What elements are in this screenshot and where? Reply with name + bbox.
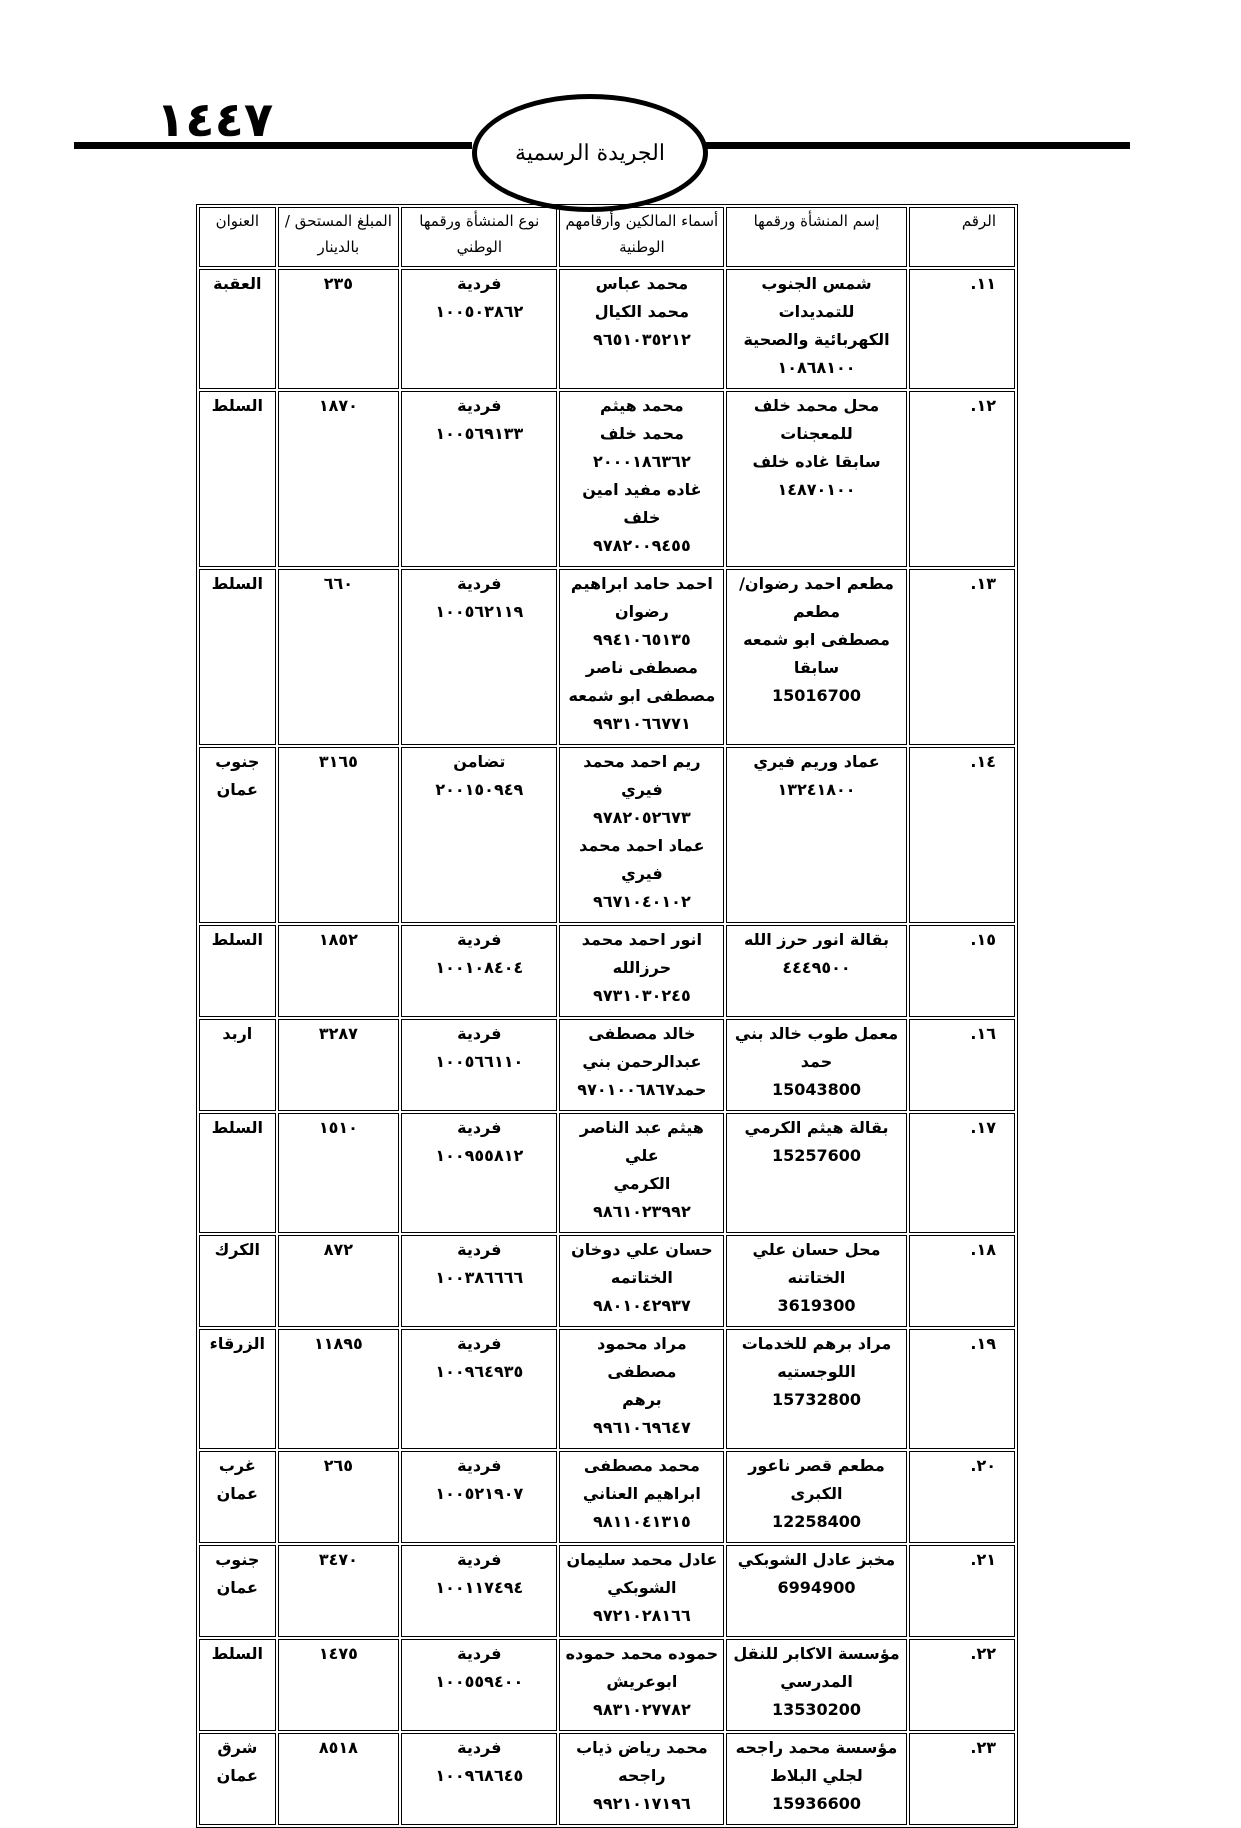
table-row	[199, 1019, 1015, 1111]
table-row	[199, 1639, 1015, 1731]
cell-establishment	[726, 1113, 906, 1233]
cell-amount: ٨٧٢	[278, 1235, 400, 1327]
cell-owners-line: ٩٨١١٠٤١٣١٥	[593, 1512, 691, 1531]
cell-type	[401, 1545, 557, 1637]
cell-address-line: السلط	[211, 1644, 264, 1663]
cell-establishment-line: اللوجستيه	[777, 1362, 856, 1381]
cell-owners-line: ٩٨٦١٠٢٣٩٩٢	[593, 1202, 691, 1221]
cell-number: ٢٢.	[909, 1639, 1015, 1731]
cell-type-line: تضامن	[453, 752, 506, 771]
cell-address-line: جنوب	[215, 752, 260, 771]
cell-owners-line: مصطفى ابو شمعه	[568, 686, 716, 705]
cell-establishment-line: مطعم قصر ناعور الكبرى	[748, 1456, 885, 1503]
cell-type-line: فردية	[457, 274, 502, 293]
cell-owners-line: احمد حامد ابراهيم	[570, 574, 713, 593]
cell-establishment-line: ١٠٨٦٨١٠٠	[777, 358, 856, 377]
cell-establishment	[726, 925, 906, 1017]
cell-establishment-line: مصطفى ابو شمعه سابقا	[743, 630, 890, 677]
cell-type-line: ١٠٠٥٦٢١١٩	[435, 602, 524, 621]
header-amount: المبلغ المستحق /بالدينار	[278, 207, 400, 267]
cell-establishment	[726, 391, 906, 567]
cell-number: ١٦.	[909, 1019, 1015, 1111]
cell-owners-line: محمد مصطفى	[583, 1456, 700, 1475]
cell-establishment-line: مؤسسة الاكابر للنقل	[733, 1644, 900, 1663]
cell-establishment	[726, 269, 906, 389]
cell-owners-line: ابراهيم العناني	[582, 1484, 701, 1503]
cell-address	[199, 569, 276, 745]
cell-establishment-line: 15043800	[771, 1080, 862, 1099]
cell-owners	[559, 1113, 724, 1233]
cell-owners-line: ابوعريش	[606, 1672, 678, 1691]
cell-owners-line: عماد احمد محمد	[579, 836, 705, 855]
cell-address-line: شرق	[217, 1738, 258, 1757]
cell-number: ٢٠.	[909, 1451, 1015, 1543]
cell-number: ٢١.	[909, 1545, 1015, 1637]
cell-amount: ٣٢٨٧	[278, 1019, 400, 1111]
table-row	[199, 1545, 1015, 1637]
cell-type-line: فردية	[457, 1456, 502, 1475]
cell-address	[199, 269, 276, 389]
cell-address-line: السلط	[211, 1118, 264, 1137]
cell-owners-line: ٩٧٢١٠٢٨١٦٦	[593, 1606, 691, 1625]
cell-establishment-line: سابقا غاده خلف	[752, 452, 881, 471]
table-row	[199, 925, 1015, 1017]
cell-owners-line: ٩٦٥١٠٣٥٢١٢	[593, 330, 691, 349]
cell-establishment-line: 3619300	[777, 1296, 856, 1315]
cell-type-line: فردية	[457, 1024, 502, 1043]
cell-owners-line: مصطفى ناصر	[585, 658, 698, 677]
cell-establishment	[726, 1733, 906, 1825]
cell-establishment-line: 6994900	[777, 1578, 856, 1597]
cell-establishment-line: معمل طوب خالد بني حمد	[734, 1024, 899, 1071]
cell-owners-line: حموده محمد حموده	[565, 1644, 719, 1663]
cell-owners-line: ٩٩٢١٠١٧١٩٦	[593, 1794, 691, 1813]
cell-type-line: ١٠٠٥٦٦١١٠	[435, 1052, 524, 1071]
header-establishment: إسم المنشأة ورقمها	[726, 207, 906, 267]
cell-owners	[559, 1545, 724, 1637]
cell-owners-line: ٩٨٠١٠٤٢٩٣٧	[593, 1296, 691, 1315]
page-number: ١٤٤٧	[156, 92, 274, 148]
cell-type-line: ١٠٠٩٥٥٨١٢	[435, 1146, 524, 1165]
cell-type	[401, 925, 557, 1017]
cell-owners	[559, 1639, 724, 1731]
cell-type-line: فردية	[457, 1644, 502, 1663]
cell-establishment-line: محل محمد خلف للمعجنات	[753, 396, 880, 443]
cell-type-line: فردية	[457, 930, 502, 949]
cell-type	[401, 1019, 557, 1111]
cell-address	[199, 1235, 276, 1327]
cell-type-line: ١٠٠٥٥٩٤٠٠	[435, 1672, 524, 1691]
cell-type	[401, 1733, 557, 1825]
cell-amount: ١٤٧٥	[278, 1639, 400, 1731]
table-body	[199, 269, 1015, 1825]
cell-owners-line: عادل محمد سليمان	[566, 1550, 718, 1569]
cell-number: ١١.	[909, 269, 1015, 389]
cell-amount: ٨٥١٨	[278, 1733, 400, 1825]
cell-number: ١٤.	[909, 747, 1015, 923]
cell-owners-line: ٩٦٧١٠٤٠١٠٢	[593, 892, 691, 911]
cell-establishment	[726, 1329, 906, 1449]
cell-owners-line: راجحه	[618, 1766, 666, 1785]
cell-owners	[559, 1733, 724, 1825]
cell-establishment-line: ١٤٨٧٠١٠٠	[777, 480, 856, 499]
header-rule-right	[702, 142, 1130, 149]
cell-establishment-line: 13530200	[771, 1700, 862, 1719]
cell-address-line: جنوب	[215, 1550, 260, 1569]
establishments-table-container	[196, 204, 1018, 1828]
cell-owners-line: هيثم عبد الناصر علي	[579, 1118, 704, 1165]
cell-number: ٢٣.	[909, 1733, 1015, 1825]
cell-owners	[559, 569, 724, 745]
cell-establishment-line: 15732800	[771, 1390, 862, 1409]
cell-establishment-line: عماد وريم فيري	[753, 752, 880, 771]
cell-address-line: السلط	[211, 574, 264, 593]
table-row	[199, 1113, 1015, 1233]
cell-establishment	[726, 747, 906, 923]
header-type: نوع المنشأة ورقمها الوطني	[401, 207, 557, 267]
cell-owners	[559, 747, 724, 923]
cell-establishment-line: ١٣٢٤١٨٠٠	[777, 780, 856, 799]
cell-establishment-line: ٤٤٤٩٥٠٠	[782, 958, 851, 977]
cell-address-line: الكرك	[214, 1240, 261, 1259]
cell-owners	[559, 391, 724, 567]
cell-type	[401, 391, 557, 567]
cell-number: ١٣.	[909, 569, 1015, 745]
cell-address-line: الزرقاء	[209, 1334, 265, 1353]
cell-establishment	[726, 1235, 906, 1327]
cell-establishment-line: مخبز عادل الشوبكي	[737, 1550, 896, 1569]
cell-amount: ١٨٧٠	[278, 391, 400, 567]
cell-type-line: فردية	[457, 1550, 502, 1569]
cell-establishment	[726, 1451, 906, 1543]
cell-amount: ٢٣٥	[278, 269, 400, 389]
table-row	[199, 747, 1015, 923]
cell-amount: ١٨٥٢	[278, 925, 400, 1017]
table-row	[199, 1451, 1015, 1543]
cell-owners-line: محمد عباس	[595, 274, 689, 293]
cell-number: ١٨.	[909, 1235, 1015, 1327]
cell-establishment-line: مؤسسة محمد راجحه	[735, 1738, 898, 1757]
header-address: العنوان	[199, 207, 276, 267]
cell-establishment-line: محل حسان علي الختاتنه	[752, 1240, 881, 1287]
cell-owners-line: محمد هيثم	[600, 396, 684, 415]
cell-type	[401, 747, 557, 923]
cell-type-line: فردية	[457, 1118, 502, 1137]
cell-type-line: فردية	[457, 1738, 502, 1757]
cell-owners-line: ٩٧٨٢٠٠٩٤٥٥	[593, 536, 691, 555]
cell-type-line: فردية	[457, 1240, 502, 1259]
cell-establishment-line: بقالة هيثم الكرمي	[744, 1118, 889, 1137]
cell-type-line: ١٠٠٥٢١٩٠٧	[435, 1484, 524, 1503]
cell-owners	[559, 269, 724, 389]
cell-type	[401, 269, 557, 389]
cell-owners-line: ٩٧٨٢٠٥٢٦٧٣	[593, 808, 691, 827]
cell-type	[401, 1639, 557, 1731]
cell-address-line: عمان	[216, 1484, 258, 1503]
cell-address-line: السلط	[211, 930, 264, 949]
cell-establishment-line: 15936600	[771, 1794, 862, 1813]
cell-number: ١٧.	[909, 1113, 1015, 1233]
cell-establishment-line: مطعم احمد رضوان/ مطعم	[739, 574, 894, 621]
cell-establishment-line: 15016700	[771, 686, 862, 705]
cell-type-line: ١٠٠٩٦٤٩٣٥	[435, 1362, 524, 1381]
cell-number: ١٥.	[909, 925, 1015, 1017]
cell-address-line: عمان	[216, 1578, 258, 1597]
cell-owners-line: حمد٩٧٠١٠٠٦٨٦٧	[577, 1080, 707, 1099]
table-row	[199, 269, 1015, 389]
cell-type-line: ١٠٠١٠٨٤٠٤	[435, 958, 524, 977]
cell-address	[199, 1639, 276, 1731]
cell-type	[401, 1235, 557, 1327]
cell-address	[199, 1019, 276, 1111]
cell-address	[199, 1545, 276, 1637]
cell-address-line: عمان	[216, 1766, 258, 1785]
cell-amount: ٢٦٥	[278, 1451, 400, 1543]
cell-establishment-line: بقالة انور حرز الله	[743, 930, 890, 949]
header-number: الرقم	[909, 207, 1015, 267]
cell-amount: ١٥١٠	[278, 1113, 400, 1233]
cell-type-line: ١٠٠٥٠٣٨٦٢	[435, 302, 524, 321]
cell-owners-line: مراد محمود مصطفى	[597, 1334, 687, 1381]
cell-owners-line: ٩٩٦١٠٦٩٦٤٧	[593, 1418, 691, 1437]
cell-address	[199, 1733, 276, 1825]
table-header-row	[199, 207, 1015, 267]
cell-address	[199, 1451, 276, 1543]
cell-owners-line: محمد خلف	[599, 424, 684, 443]
cell-owners-line: ٩٩٤١٠٦٥١٣٥	[593, 630, 691, 649]
header-owners: أسماء المالكين وأرقامهم الوطنية	[559, 207, 724, 267]
cell-amount: ١١٨٩٥	[278, 1329, 400, 1449]
cell-type-line: فردية	[457, 1334, 502, 1353]
cell-type	[401, 1113, 557, 1233]
cell-owners-line: ٩٨٣١٠٢٧٧٨٢	[593, 1700, 691, 1719]
cell-address	[199, 925, 276, 1017]
cell-owners-line: انور احمد محمد	[581, 930, 703, 949]
cell-establishment-line: 12258400	[771, 1512, 862, 1531]
cell-establishment-line: 15257600	[771, 1146, 862, 1165]
table-row	[199, 569, 1015, 745]
cell-establishment-line: مراد برهم للخدمات	[741, 1334, 892, 1353]
cell-establishment-line: المدرسي	[780, 1672, 853, 1691]
cell-type-line: ٢٠٠١٥٠٩٤٩	[435, 780, 524, 799]
cell-address-line: العقبة	[213, 274, 262, 293]
table-row	[199, 391, 1015, 567]
cell-owners-line: محمد رياض ذياب	[576, 1738, 708, 1757]
table-row	[199, 1329, 1015, 1449]
cell-type-line: فردية	[457, 396, 502, 415]
cell-establishment-line: لجلي البلاط	[770, 1766, 863, 1785]
cell-type-line: ١٠٠٥٦٩١٣٣	[435, 424, 524, 443]
cell-owners-line: محمد الكيال	[594, 302, 689, 321]
cell-owners-line: الشوبكي	[607, 1578, 677, 1597]
cell-number: ١٩.	[909, 1329, 1015, 1449]
cell-owners	[559, 1329, 724, 1449]
cell-owners-line: الختاتمه	[610, 1268, 673, 1287]
cell-address-line: السلط	[211, 396, 264, 415]
cell-owners-line: غاده مفيد امين خلف	[582, 480, 702, 527]
cell-establishment	[726, 1545, 906, 1637]
cell-owners-line: برهم	[622, 1390, 662, 1409]
cell-address-line: غرب	[218, 1456, 256, 1475]
cell-owners-line: ٩٩٣١٠٦٦٧٧١	[593, 714, 691, 733]
cell-address	[199, 747, 276, 923]
cell-establishment-line: شمس الجنوب للتمديدات	[761, 274, 872, 321]
cell-address-line: اربد	[222, 1024, 253, 1043]
cell-owners	[559, 925, 724, 1017]
cell-owners-line: خالد مصطفى	[588, 1024, 696, 1043]
establishments-table	[196, 204, 1018, 1828]
cell-owners-line: الكرمي	[613, 1174, 671, 1193]
cell-amount: ٦٦٠	[278, 569, 400, 745]
cell-number: ١٢.	[909, 391, 1015, 567]
cell-owners	[559, 1451, 724, 1543]
cell-owners-line: ٩٧٣١٠٣٠٢٤٥	[593, 986, 691, 1005]
cell-owners	[559, 1019, 724, 1111]
table-row	[199, 1235, 1015, 1327]
cell-owners-line: حرزالله	[612, 958, 672, 977]
cell-type-line: فردية	[457, 574, 502, 593]
cell-amount: ٣١٦٥	[278, 747, 400, 923]
cell-amount: ٣٤٧٠	[278, 1545, 400, 1637]
cell-establishment	[726, 1019, 906, 1111]
cell-establishment	[726, 569, 906, 745]
cell-owners-line: ٢٠٠٠١٨٦٣٦٢	[593, 452, 691, 471]
cell-owners-line: فيري	[621, 864, 663, 883]
gazette-title-oval	[472, 94, 708, 212]
cell-type-line: ١٠٠٣٨٦٦٦٦	[435, 1268, 524, 1287]
cell-type	[401, 1451, 557, 1543]
cell-address	[199, 1113, 276, 1233]
cell-establishment-line: الكهربائية والصحية	[743, 330, 890, 349]
cell-type	[401, 569, 557, 745]
gazette-title: الجريدة الرسمية	[515, 140, 665, 166]
table-row	[199, 1733, 1015, 1825]
cell-address	[199, 391, 276, 567]
cell-owners-line: ريم احمد محمد فيري	[583, 752, 701, 799]
cell-owners-line: حسان علي دوخان	[571, 1240, 713, 1259]
cell-type-line: ١٠٠٩٦٨٦٤٥	[435, 1766, 524, 1785]
cell-type	[401, 1329, 557, 1449]
cell-type-line: ١٠٠١١٧٤٩٤	[435, 1578, 524, 1597]
cell-owners-line: رضوان	[614, 602, 669, 621]
cell-owners	[559, 1235, 724, 1327]
cell-owners-line: عبدالرحمن بني	[582, 1052, 702, 1071]
cell-establishment	[726, 1639, 906, 1731]
cell-address	[199, 1329, 276, 1449]
cell-address-line: عمان	[216, 780, 258, 799]
